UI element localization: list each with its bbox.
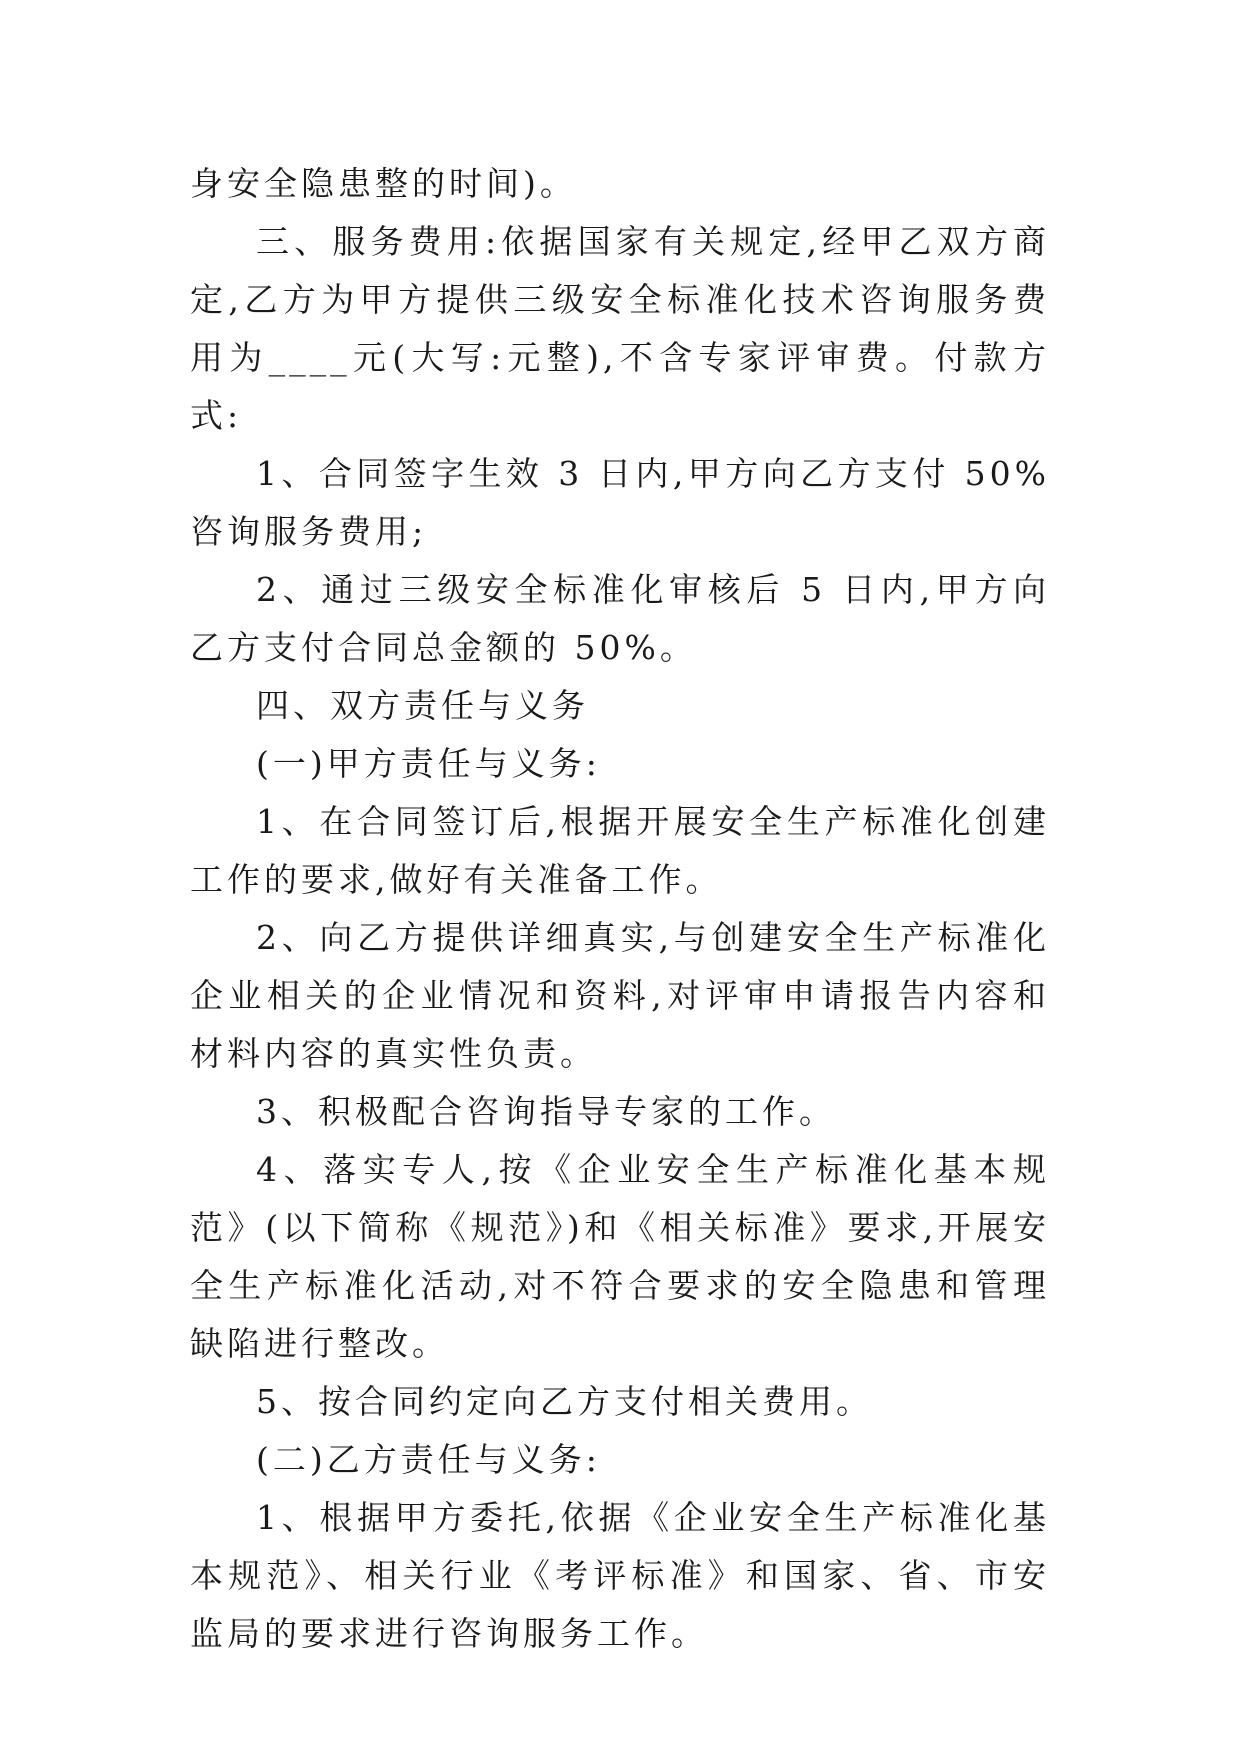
subsection-heading-party-a: (一)甲方责任与义务: bbox=[256, 744, 601, 783]
paragraph-service-fee: 三、服务费用:依据国家有关规定,经甲乙双方商定,乙方为甲方提供三级安全标准化技术咨询服务费用为____元(大写:元整),不含专家评审费。付款方式: bbox=[190, 222, 1050, 435]
paragraph-party-b-item-1: 1、根据甲方委托,依据《企业安全生产标准化基本规范》、相关行业《考评标准》和国家、省、市安监局的要求进行咨询服务工作。 bbox=[190, 1498, 1050, 1653]
paragraph-payment-second: 2、通过三级安全标准化审核后 5 日内,甲方向乙方支付合同总金额的 50%。 bbox=[190, 570, 1050, 667]
paragraph-party-a-item-3: 3、积极配合咨询指导专家的工作。 bbox=[256, 1092, 836, 1131]
document-body bbox=[190, 155, 1050, 1663]
paragraph-party-a-item-2: 2、向乙方提供详细真实,与创建安全生产标准化企业相关的企业情况和资料,对评审申请报告内容和材料内容的真实性负责。 bbox=[190, 918, 1050, 1073]
paragraph-party-a-item-4: 4、落实专人,按《企业安全生产标准化基本规范》(以下简称《规范》)和《相关标准》要求,开展安全生产标准化活动,对不符合要求的安全隐患和管理缺陷进行整改。 bbox=[190, 1150, 1050, 1363]
paragraph-payment-first: 1、合同签字生效 3 日内,甲方向乙方支付 50%咨询服务费用; bbox=[190, 454, 1050, 551]
section-heading-responsibilities: 四、双方责任与义务 bbox=[256, 686, 589, 725]
paragraph-party-a-item-5: 5、按合同约定向乙方支付相关费用。 bbox=[256, 1382, 873, 1421]
paragraph-hazard-rectification-time: 身安全隐患整的时间)。 bbox=[190, 164, 577, 203]
subsection-heading-party-b: (二)乙方责任与义务: bbox=[256, 1440, 601, 1479]
paragraph-party-a-item-1: 1、在合同签订后,根据开展安全生产标准化创建工作的要求,做好有关准备工作。 bbox=[190, 802, 1050, 899]
